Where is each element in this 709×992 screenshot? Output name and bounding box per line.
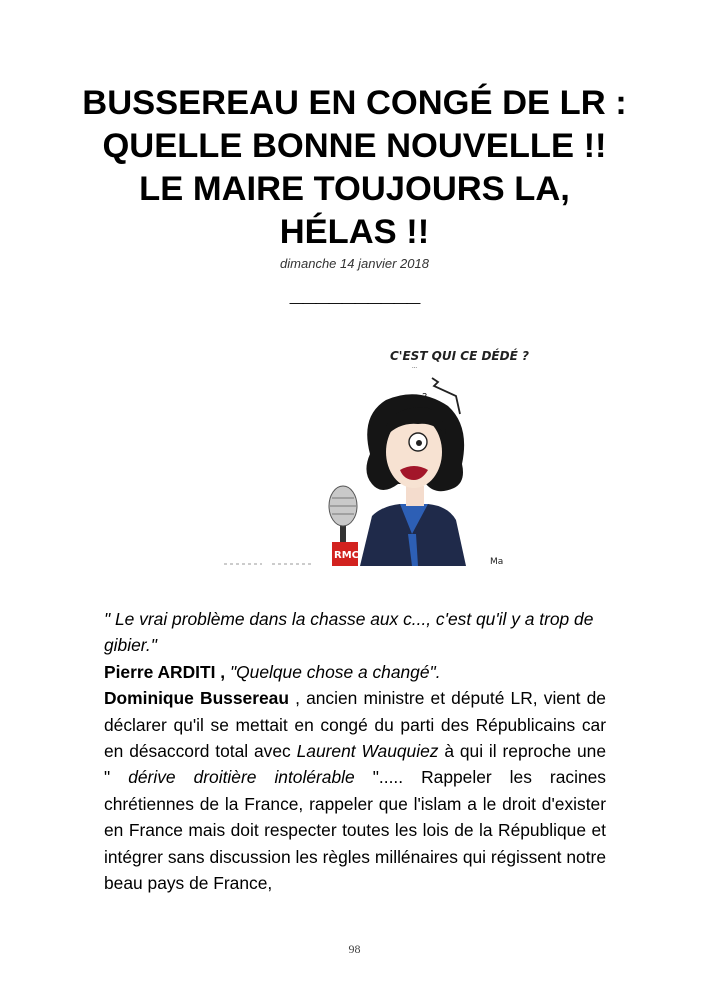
subject-name: Dominique Bussereau — [104, 688, 289, 709]
mic-label: RMC — [334, 550, 359, 561]
article-title: BUSSEREAU EN CONGÉ DE LR : QUELLE BONNE NOUVELLE !! LE MAIRE TOUJOURS LA, HÉLAS !! — [82, 84, 627, 251]
page-number: 98 — [348, 942, 361, 956]
separator-line: —————————— — [289, 294, 420, 310]
article-paragraph: Dominique Bussereau , ancien ministre et député LR, vient de déclarer qu'il se mettait en congé du parti des Républicains car en désaccord total avec Laurent Wauquiez à qui il reproche une " dérive droitière intolérable "..... Rappeler les racines chrétiennes de la France, rappeler que l'islam a le droit d'exister en France mais doit respecter toutes les lois de la République et intégrer sans discussion les règles millénaires qui régissent notre beau pays de France, — [104, 688, 606, 894]
opening-quote: " Le vrai problème dans la chasse aux c..., c'est qu'il y a trop de gibier." — [104, 609, 594, 656]
article-date: dimanche 14 janvier 2018 — [280, 256, 429, 271]
quote-attribution: Pierre ARDITI , "Quelque chose a changé". — [104, 661, 441, 682]
cartoon-signature: Ma — [490, 557, 504, 567]
speech-bubble-text: C'EST QUI CE DÉDÉ ? — [390, 349, 529, 363]
article-body — [104, 606, 606, 896]
derive-quote: dérive droitière intolérable — [128, 767, 355, 788]
svg-text:...: ... — [412, 364, 418, 370]
wauquiez-name: Laurent Wauquiez — [296, 741, 439, 762]
cartoon-illustration — [222, 338, 529, 567]
